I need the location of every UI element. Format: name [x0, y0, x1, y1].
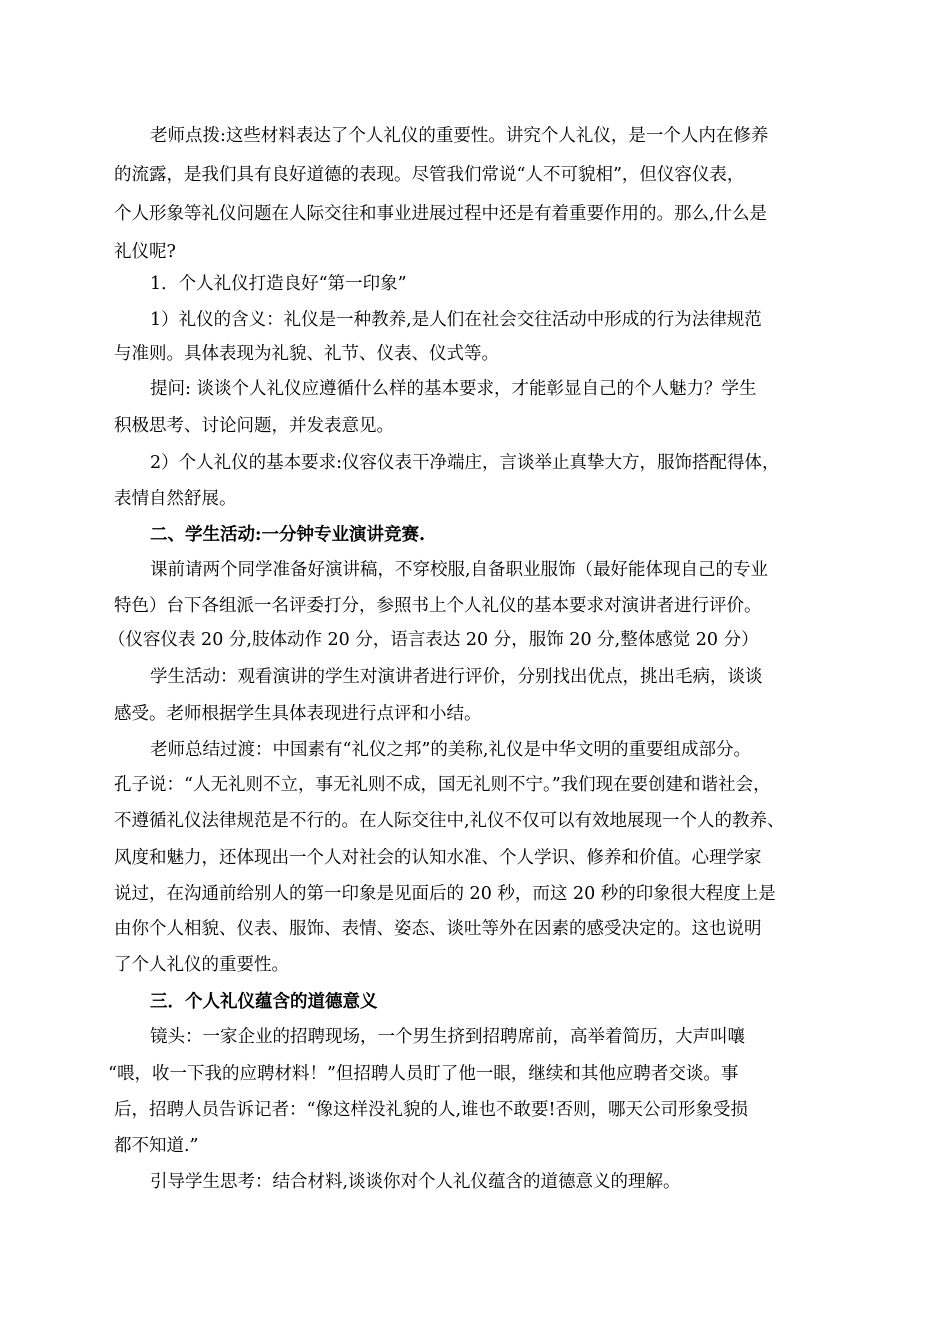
section-heading: 三．个人礼仪蕴含的道德意义	[150, 992, 378, 1012]
section-heading: 1．个人礼仪打造良好“第一印象”	[150, 274, 407, 294]
text-line: 老师点拨:这些材料表达了个人礼仪的重要性。讲究个人礼仪，是一个人内在修养	[150, 126, 769, 146]
text-line: 感受。老师根据学生具体表现进行点评和小结。	[114, 704, 482, 724]
text-line: 特色）台下各组派一名评委打分，参照书上个人礼仪的基本要求对演讲者进行评价。	[114, 596, 762, 616]
text-line: 由你个人相貌、仪表、服饰、表情、姿态、谈吐等外在因素的感受决定的。这也说明	[114, 919, 762, 939]
text-line: 与准则。具体表现为礼貌、礼节、仪表、仪式等。	[114, 344, 499, 364]
text-line: 都不知道.”	[114, 1136, 199, 1156]
text-line: 了个人礼仪的重要性。	[114, 955, 289, 975]
text-line: 老师总结过渡：中国素有“礼仪之邦”的美称,礼仪是中华文明的重要组成部分。	[150, 740, 751, 760]
text-line: 2）个人礼仪的基本要求:仪容仪表干净端庄，言谈举止真挚大方，服饰搭配得体，	[150, 453, 780, 473]
text-line: 的流露，是我们具有良好道德的表现。尽管我们常说“人不可貌相”，但仪容仪表，	[114, 165, 745, 185]
text-line: 孔子说：“人无礼则不立，事无礼则不成，国无礼则不宁。”我们现在要创建和谐社会，	[114, 775, 771, 795]
text-line: 说过，在沟通前给别人的第一印象是见面后的 20 秒，而这 20 秒的印象很大程度上是	[114, 884, 776, 904]
text-line: 学生活动：观看演讲的学生对演讲者进行评价，分别找出优点，挑出毛病，谈谈	[150, 667, 763, 687]
section-heading: 二、学生活动:一分钟专业演讲竞赛.	[150, 525, 426, 545]
text-line: 积极思考、讨论问题，并发表意见。	[114, 416, 394, 436]
text-line: 1）礼仪的含义：礼仪是一种教养,是人们在社会交往活动中形成的行为法律规范	[150, 310, 762, 330]
text-line: 镜头：一家企业的招聘现场，一个男生挤到招聘席前，高举着简历，大声叫嚷	[150, 1027, 745, 1047]
text-line: 个人形象等礼仪问题在人际交往和事业进展过程中还是有着重要作用的。那么,什么是	[114, 204, 768, 224]
text-line: 不遵循礼仪法律规范是不行的。在人际交往中,礼仪不仅可以有效地展现一个人的教养、	[114, 811, 785, 831]
text-line: （仪容仪表 20 分,肢体动作 20 分，语言表达 20 分，服饰 20 分,整体感觉 20 分）	[108, 630, 759, 650]
text-line: 引导学生思考：结合材料,谈谈你对个人礼仪蕴含的道德意义的理解。	[150, 1172, 681, 1192]
text-line: 表情自然舒展。	[114, 489, 237, 509]
text-line: 后，招聘人员告诉记者：“像这样没礼貌的人,谁也不敢要!否则，哪天公司形象受损	[114, 1100, 749, 1120]
text-line: 风度和魅力，还体现出一个人对社会的认知水准、个人学识、修养和价值。心理学家	[114, 848, 762, 868]
text-line: 提问: 谈谈个人礼仪应遵循什么样的基本要求，才能彰显自己的个人魅力？学生	[150, 379, 757, 399]
text-line: 课前请两个同学准备好演讲稿，不穿校服,自备职业服饰（最好能体现自己的专业	[150, 560, 769, 580]
text-line: “喂，收一下我的应聘材料！”但招聘人员盯了他一眼，继续和其他应聘者交谈。事	[108, 1064, 739, 1084]
text-line: 礼仪呢?	[114, 242, 176, 262]
